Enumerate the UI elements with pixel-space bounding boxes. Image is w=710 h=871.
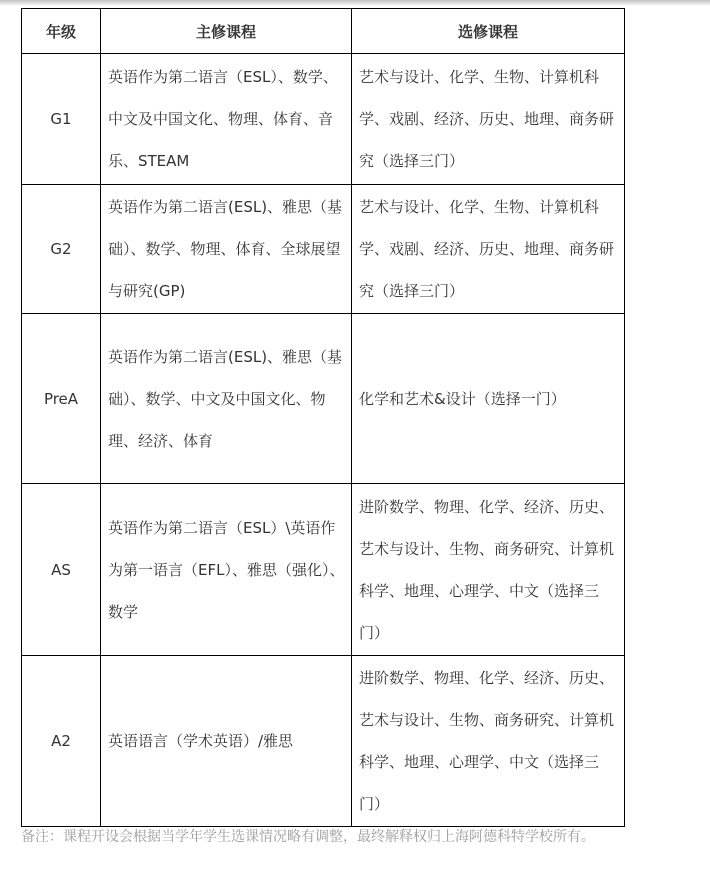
elective-courses-cell: 进阶数学、物理、化学、经济、历史、艺术与设计、生物、商务研究、计算机科学、地理、心理学、中文（选择三门） [352, 484, 625, 656]
elective-courses-cell: 化学和艺术&设计（选择一门） [352, 314, 625, 484]
elective-courses-cell: 艺术与设计、化学、生物、计算机科学、戏剧、经济、历史、地理、商务研究（选择三门） [352, 185, 625, 314]
table-row [22, 314, 625, 484]
major-courses-cell: 英语作为第二语言(ESL)、雅思（基础）、数学、物理、体育、全球展望与研究(GP) [101, 185, 352, 314]
top-edge-shadow [0, 0, 710, 6]
curriculum-table [21, 8, 625, 827]
grade-cell: A2 [22, 656, 101, 827]
grade-cell: PreA [22, 314, 101, 484]
elective-courses-cell: 进阶数学、物理、化学、经济、历史、艺术与设计、生物、商务研究、计算机科学、地理、心理学、中文（选择三门） [352, 656, 625, 827]
grade-cell: G2 [22, 185, 101, 314]
elective-courses-cell: 艺术与设计、化学、生物、计算机科学、戏剧、经济、历史、地理、商务研究（选择三门） [352, 54, 625, 185]
major-courses-cell: 英语作为第二语言（ESL）、数学、中文及中国文化、物理、体育、音乐、STEAM [101, 54, 352, 185]
major-courses-cell: 英语作为第二语言(ESL)、雅思（基础）、数学、中文及中国文化、物理、经济、体育 [101, 314, 352, 484]
header-grade: 年级 [22, 9, 101, 54]
table-row [22, 185, 625, 314]
table-row [22, 54, 625, 185]
table-row [22, 656, 625, 827]
footnote: 备注：课程开设会根据当学年学生选课情况略有调整，最终解释权归上海阿德科特学校所有。 [21, 829, 595, 845]
header-major-courses: 主修课程 [101, 9, 352, 54]
header-elective-courses: 选修课程 [352, 9, 625, 54]
grade-cell: G1 [22, 54, 101, 185]
major-courses-cell: 英语作为第二语言（ESL）\英语作为第一语言（EFL）、雅思（强化）、数学 [101, 484, 352, 656]
table-header-row [22, 9, 625, 54]
table-row [22, 484, 625, 656]
major-courses-cell: 英语语言（学术英语）/雅思 [101, 656, 352, 827]
grade-cell: AS [22, 484, 101, 656]
